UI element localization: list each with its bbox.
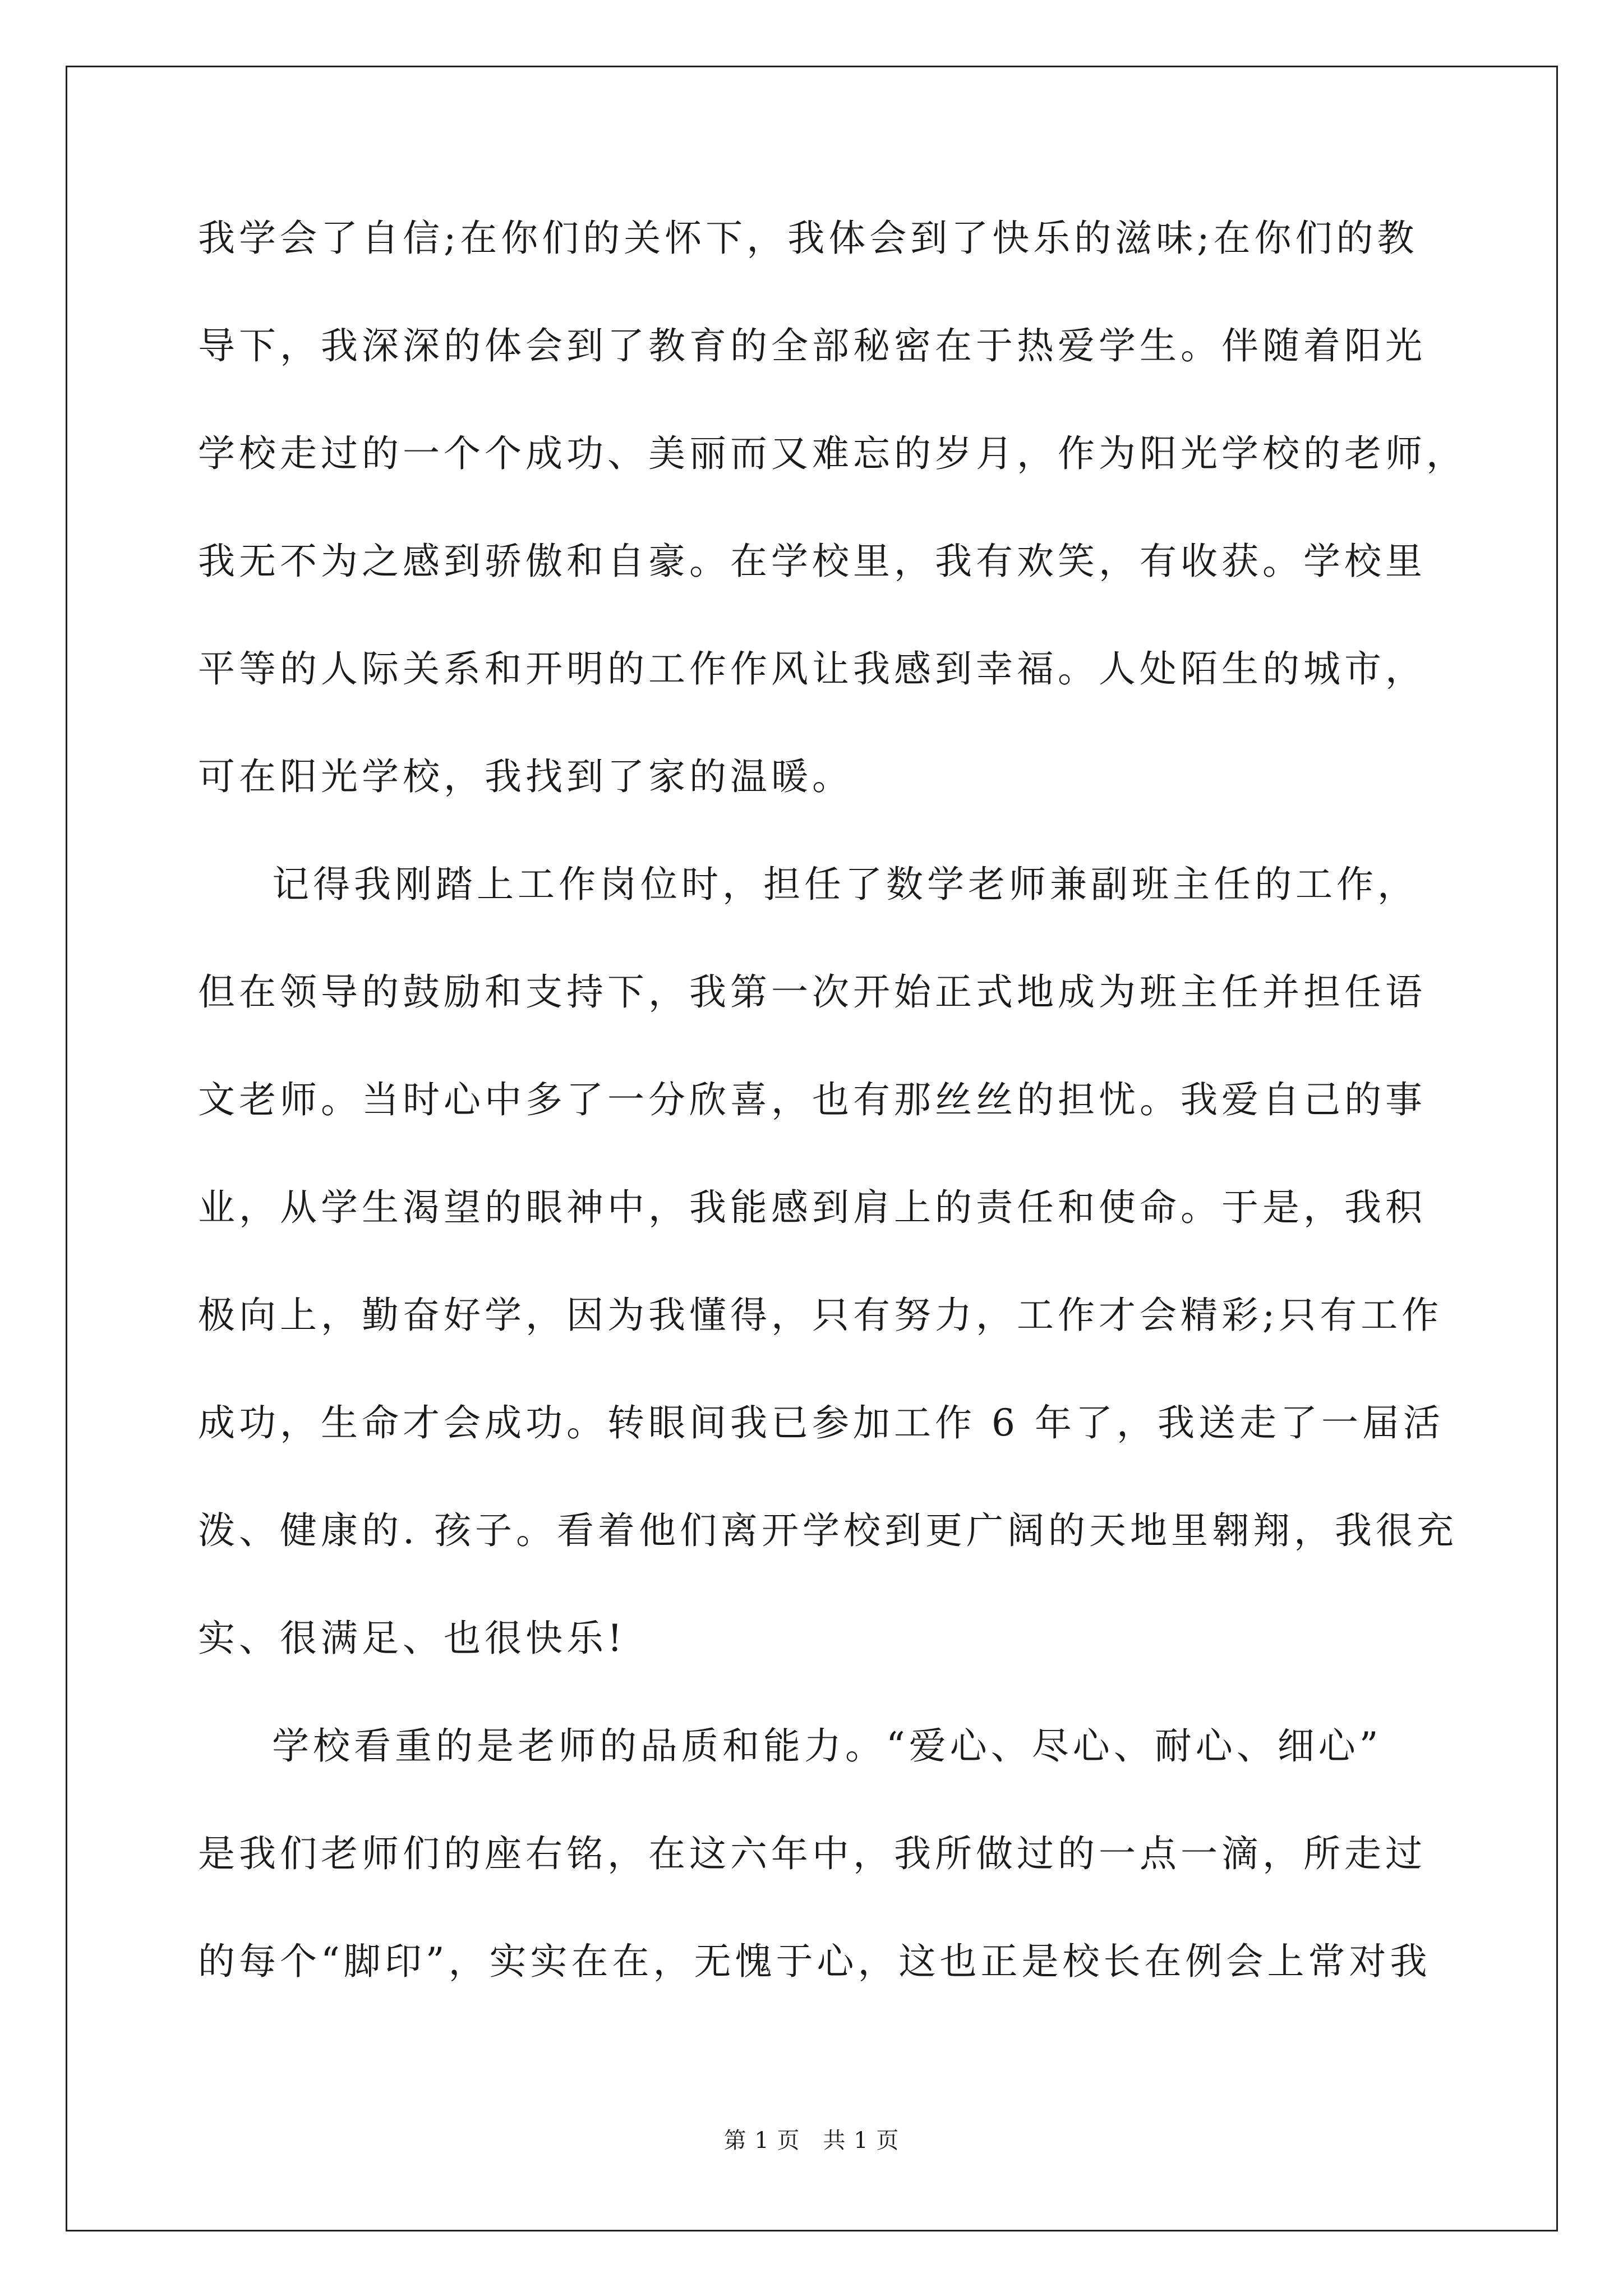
page-border — [66, 66, 1558, 2231]
text-line: 泼、健康的. 孩子。看着他们离开学校到更广阔的天地里翱翔，我很充 — [198, 1509, 1458, 1552]
text-line: 导下，我深深的体会到了教育的全部秘密在于热爱学生。伴随着阳光 — [198, 324, 1426, 367]
text-line: 我学会了自信;在你们的关怀下，我体会到了快乐的滋味;在你们的教 — [198, 217, 1418, 260]
text-line: 是我们老师们的座右铭，在这六年中，我所做过的一点一滴，所走过 — [198, 1832, 1426, 1875]
text-line: 极向上，勤奋好学，因为我懂得，只有努力，工作才会精彩;只有工作 — [198, 1294, 1443, 1337]
text-line: 可在阳光学校，我找到了家的温暖。 — [198, 755, 853, 798]
text-line: 的每个“脚印”，实实在在，无愧于心，这也正是校长在例会上常对我 — [198, 1940, 1431, 1983]
text-line: 平等的人际关系和开明的工作作风让我感到幸福。人处陌生的城市， — [198, 647, 1426, 691]
text-line: 业，从学生渴望的眼神中，我能感到肩上的责任和使命。于是，我积 — [198, 1186, 1426, 1229]
text-line: 文老师。当时心中多了一分欣喜，也有那丝丝的担忧。我爱自己的事 — [198, 1078, 1426, 1121]
page-footer: 第 1 页 共 1 页 — [723, 2128, 900, 2154]
text-line: 我无不为之感到骄傲和自豪。在学校里，我有欢笑，有收获。学校里 — [198, 540, 1426, 583]
text-line: 成功，生命才会成功。转眼间我已参加工作 6 年了，我送走了一届活 — [198, 1401, 1444, 1444]
text-line: 实、很满足、也很快乐! — [198, 1617, 626, 1660]
text-line: 记得我刚踏上工作岗位时，担任了数学老师兼副班主任的工作， — [272, 863, 1418, 906]
text-line: 但在领导的鼓励和支持下，我第一次开始正式地成为班主任并担任语 — [198, 970, 1426, 1014]
text-line: 学校走过的一个个成功、美丽而又难忘的岁月，作为阳光学校的老师， — [198, 432, 1467, 475]
text-line: 学校看重的是老师的品质和能力。“爱心、尽心、耐心、细心” — [272, 1724, 1382, 1768]
